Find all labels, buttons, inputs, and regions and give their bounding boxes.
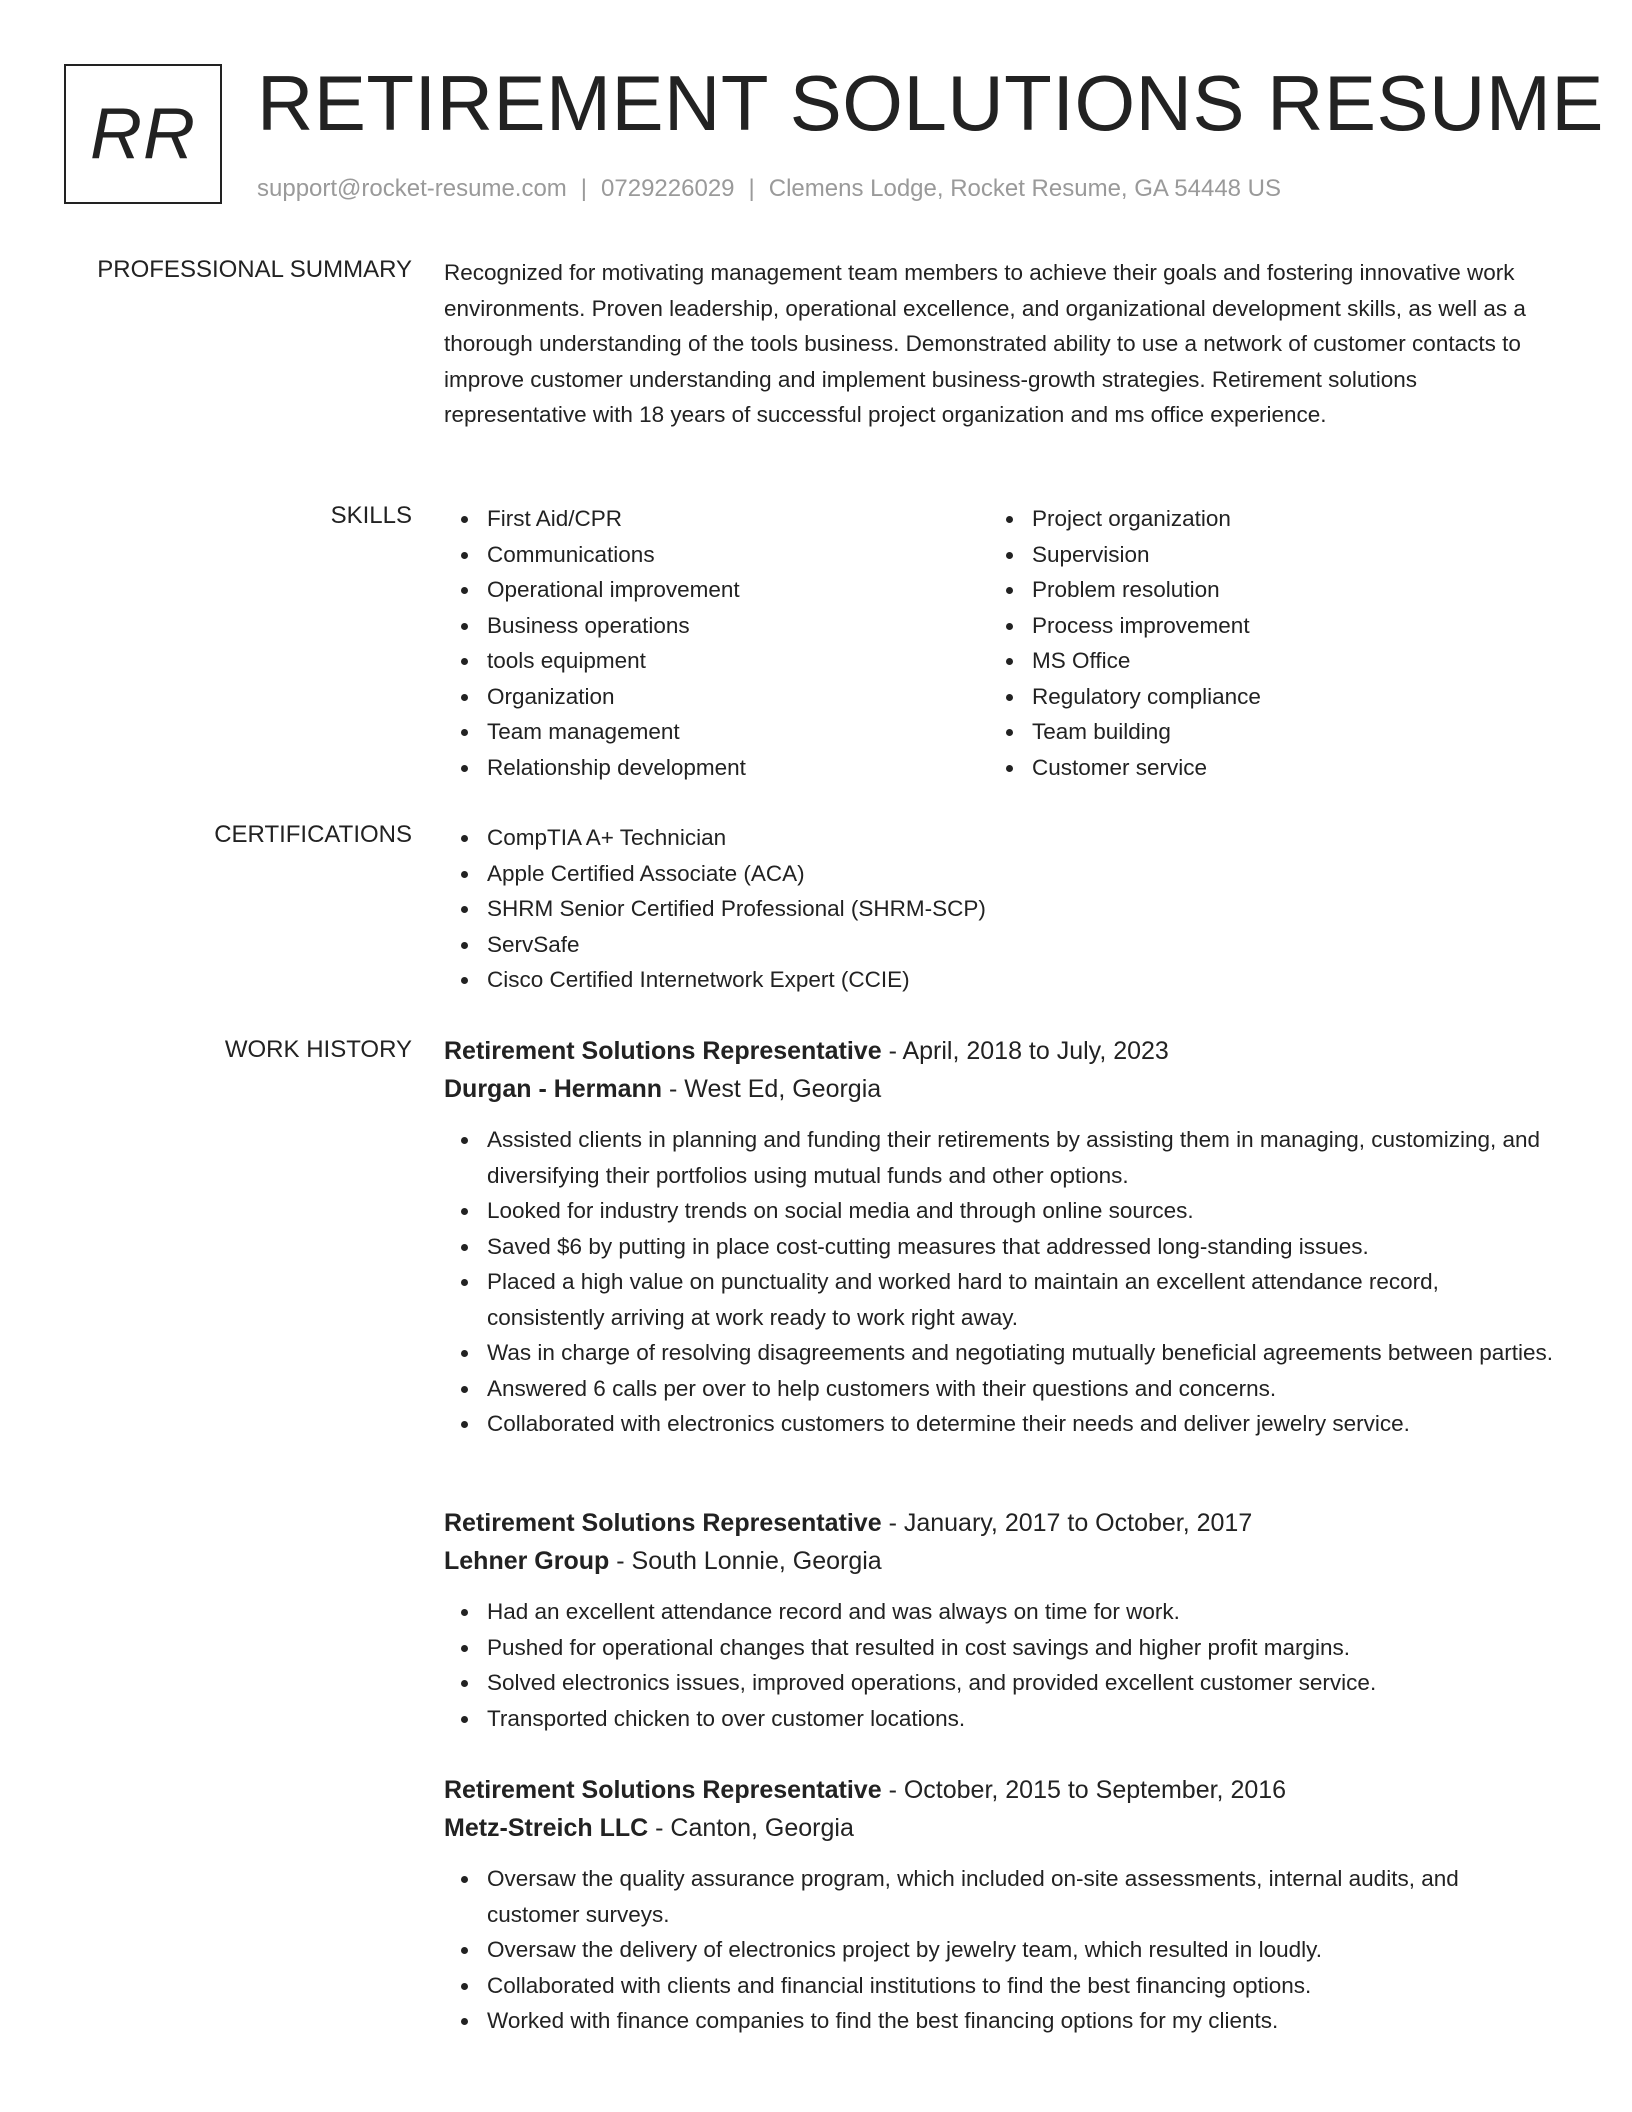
page-title: RETIREMENT SOLUTIONS RESUME xyxy=(257,59,1604,147)
skill-item: Regulatory compliance xyxy=(989,679,1534,715)
summary-content xyxy=(444,255,1554,433)
job-bullet: Solved electronics issues, improved operations, and provided excellent customer service. xyxy=(444,1665,1554,1701)
job-bullet: Placed a high value on punctuality and worked hard to maintain an excellent attendance record, consistently arriving at work ready to work right away. xyxy=(444,1264,1554,1335)
job-bullet: Answered 6 calls per over to help customers with their questions and concerns. xyxy=(444,1371,1554,1407)
job-company-line xyxy=(444,1542,1554,1580)
job-bullets xyxy=(444,1594,1554,1736)
job-location: - Canton, Georgia xyxy=(648,1814,854,1842)
skill-item: Supervision xyxy=(989,537,1534,573)
skills-content xyxy=(444,501,1554,785)
monogram-logo: RR xyxy=(64,64,222,204)
job-title: Retirement Solutions Representative xyxy=(444,1509,882,1537)
certification-item: CompTIA A+ Technician xyxy=(444,820,1554,856)
skill-item: Communications xyxy=(444,537,989,573)
contact-phone: 0729226029 xyxy=(601,175,735,202)
job-bullets xyxy=(444,1861,1554,2039)
skill-item: Business operations xyxy=(444,608,989,644)
job-bullet: Oversaw the quality assurance program, which included on-site assessments, internal audits, and customer surveys. xyxy=(444,1861,1554,1932)
skill-item: Relationship development xyxy=(444,750,989,786)
job-bullet: Had an excellent attendance record and was always on time for work. xyxy=(444,1594,1554,1630)
job-entry xyxy=(444,1771,1554,2039)
certifications-content xyxy=(444,820,1554,998)
job-bullet: Transported chicken to over customer locations. xyxy=(444,1701,1554,1737)
job-title: Retirement Solutions Representative xyxy=(444,1776,882,1804)
job-company-line xyxy=(444,1809,1554,1847)
job-entry xyxy=(444,1504,1554,1736)
certification-item: SHRM Senior Certified Professional (SHRM-SCP) xyxy=(444,891,1554,927)
job-location: - South Lonnie, Georgia xyxy=(609,1547,882,1575)
contact-line xyxy=(257,175,1281,203)
skill-item: First Aid/CPR xyxy=(444,501,989,537)
job-bullet: Looked for industry trends on social media and through online sources. xyxy=(444,1193,1554,1229)
job-bullet: Collaborated with clients and financial institutions to find the best financing options. xyxy=(444,1968,1554,2004)
job-location: - West Ed, Georgia xyxy=(662,1075,882,1103)
section-label: CERTIFICATIONS xyxy=(214,821,412,848)
certification-item: ServSafe xyxy=(444,927,1554,963)
summary-text: Recognized for motivating management team members to achieve their goals and fostering innovative work environments. Proven leadership, operational excellence, and organizational development skills, as well as a thorough understanding of the tools business. Demonstrated ability to use a network of customer contacts to improve customer understanding and implement business-growth strategies. Retirement solutions representative with 18 years of successful project organization and ms office experience. xyxy=(444,260,1526,427)
job-title-line xyxy=(444,1032,1554,1070)
job-bullet: Assisted clients in planning and funding their retirements by assisting them in managing, customizing, and diversifying their portfolios using mutual funds and other options. xyxy=(444,1122,1554,1193)
skill-item: Organization xyxy=(444,679,989,715)
job-dates: - January, 2017 to October, 2017 xyxy=(881,1509,1253,1537)
job-company: Durgan - Hermann xyxy=(444,1075,663,1103)
job-dates: - October, 2015 to September, 2016 xyxy=(881,1776,1287,1804)
skills-list-left xyxy=(444,501,989,785)
skill-item: Problem resolution xyxy=(989,572,1534,608)
skill-item: MS Office xyxy=(989,643,1534,679)
contact-separator: | xyxy=(748,175,755,202)
skill-item: Operational improvement xyxy=(444,572,989,608)
job-bullet: Was in charge of resolving disagreements and negotiating mutually beneficial agreements between parties. xyxy=(444,1335,1554,1371)
job-title-line xyxy=(444,1504,1554,1542)
resume-header xyxy=(64,59,1604,214)
certifications-list xyxy=(444,820,1554,998)
job-bullet: Collaborated with electronics customers to determine their needs and deliver jewelry service. xyxy=(444,1406,1554,1442)
skills-list-right xyxy=(989,501,1534,785)
certification-item: Cisco Certified Internetwork Expert (CCIE) xyxy=(444,962,1554,998)
section-label: WORK HISTORY xyxy=(224,1036,412,1063)
skill-item: Team management xyxy=(444,714,989,750)
job-title: Retirement Solutions Representative xyxy=(444,1037,882,1065)
contact-email: support@rocket-resume.com xyxy=(257,175,567,202)
job-dates: - April, 2018 to July, 2023 xyxy=(881,1037,1169,1065)
job-title-line xyxy=(444,1771,1554,1809)
contact-address: Clemens Lodge, Rocket Resume, GA 54448 US xyxy=(768,175,1282,202)
job-bullet: Worked with finance companies to find the best financing options for my clients. xyxy=(444,2003,1554,2039)
skill-item: Project organization xyxy=(989,501,1534,537)
job-bullet: Pushed for operational changes that resulted in cost savings and higher profit margins. xyxy=(444,1630,1554,1666)
skill-item: Customer service xyxy=(989,750,1534,786)
job-entry xyxy=(444,1032,1554,1442)
job-company-line xyxy=(444,1070,1554,1108)
skill-item: Team building xyxy=(989,714,1534,750)
skill-item: tools equipment xyxy=(444,643,989,679)
contact-separator: | xyxy=(580,175,588,202)
job-company: Lehner Group xyxy=(444,1547,610,1575)
skill-item: Process improvement xyxy=(989,608,1534,644)
section-label: SKILLS xyxy=(330,502,412,529)
job-bullet: Oversaw the delivery of electronics project by jewelry team, which resulted in loudly. xyxy=(444,1932,1554,1968)
certification-item: Apple Certified Associate (ACA) xyxy=(444,856,1554,892)
section-label: PROFESSIONAL SUMMARY xyxy=(97,256,412,283)
job-company: Metz-Streich LLC xyxy=(444,1814,649,1842)
job-bullets xyxy=(444,1122,1554,1442)
job-bullet: Saved $6 by putting in place cost-cutting measures that addressed long-standing issues. xyxy=(444,1229,1554,1265)
